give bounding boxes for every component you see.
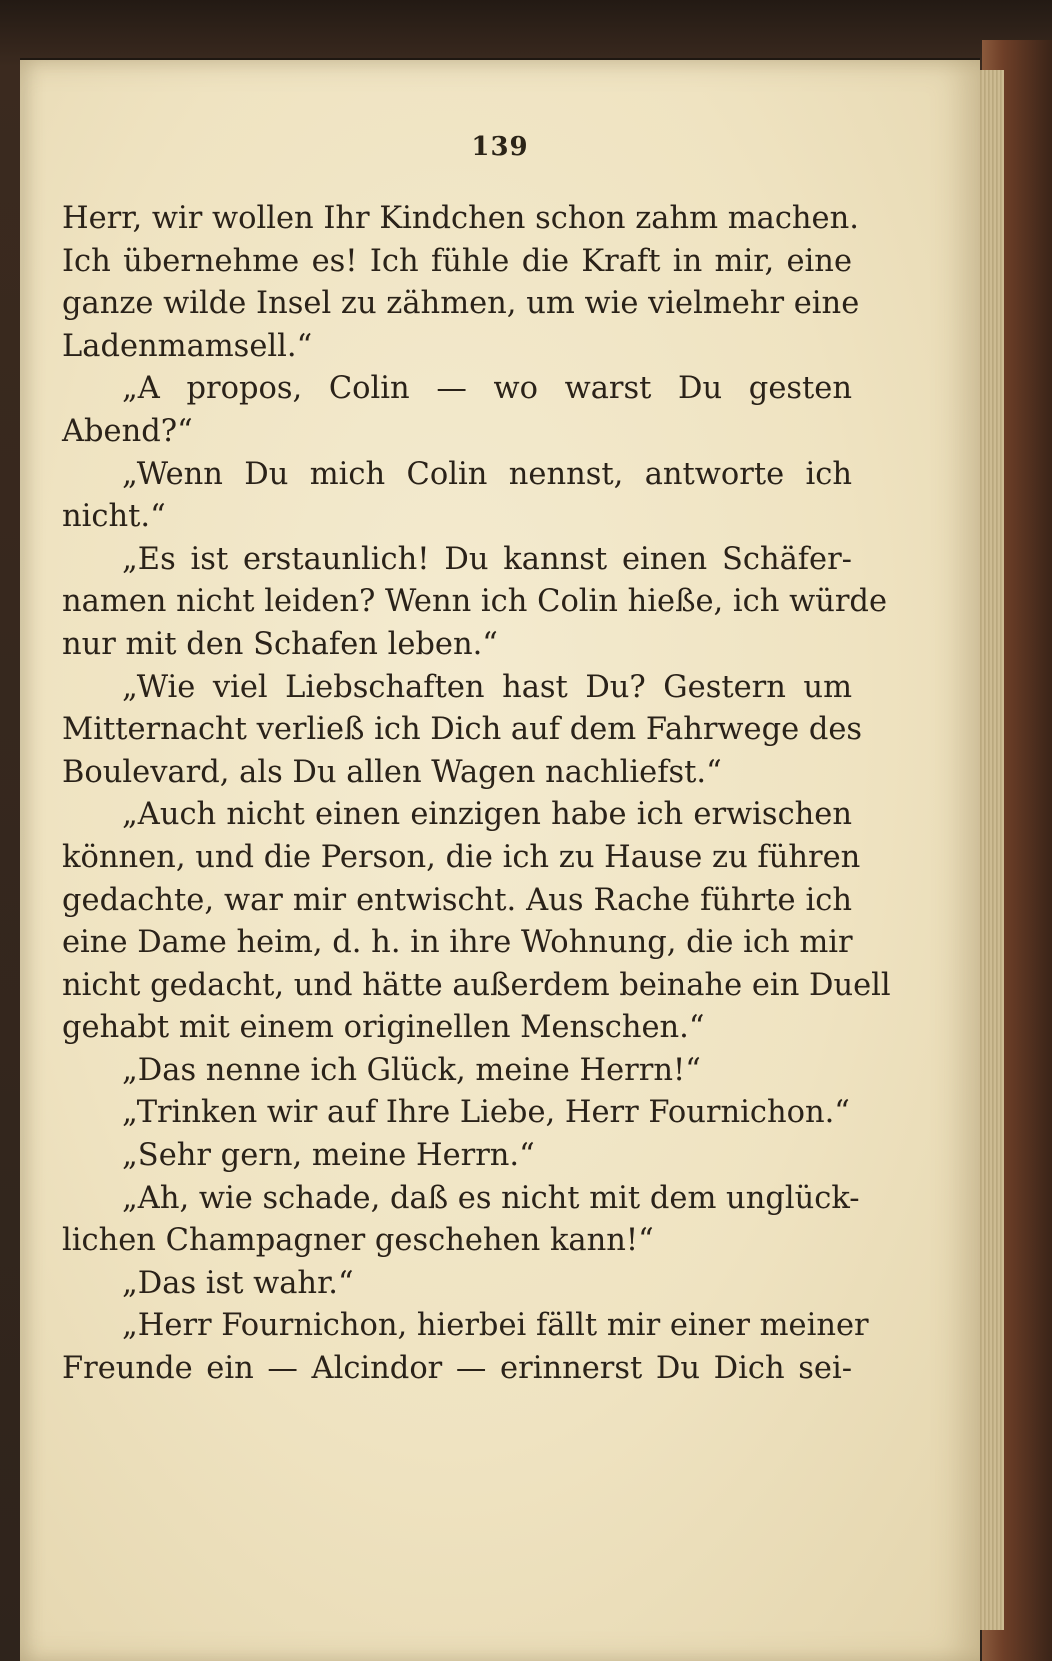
- text-line: „Das ist wahr.“: [122, 1265, 354, 1301]
- text-line: gedachte, war mir entwischt. Aus Rache führte ich: [62, 882, 852, 918]
- text-line: „Trinken wir auf Ihre Liebe, Herr Fournichon.“: [122, 1095, 850, 1131]
- text-line: Boulevard, als Du allen Wagen nachliefst.“: [62, 754, 722, 790]
- text-line: „A propos, Colin — wo warst Du gesten: [122, 371, 852, 407]
- book-page: [20, 58, 980, 1661]
- page-text: [62, 198, 891, 1391]
- text-line: nicht.“: [62, 499, 166, 535]
- text-line: Herr, wir wollen Ihr Kindchen schon zahm machen.: [62, 201, 859, 236]
- text-line: Ich übernehme es! Ich fühle die Kraft in mir, eine: [62, 243, 852, 279]
- text-line: Abend?“: [62, 413, 193, 449]
- text-line: „Wie viel Liebschaften hast Du? Gestern um: [122, 669, 852, 705]
- text-line: „Sehr gern, meine Herrn.“: [122, 1138, 535, 1174]
- text-line: eine Dame heim, d. h. in ihre Wohnung, die ich mir: [62, 925, 853, 961]
- text-line: „Es ist erstaunlich! Du kannst einen Schäfer-: [122, 541, 852, 577]
- text-line: können, und die Person, die ich zu Hause zu führen: [62, 839, 861, 875]
- text-line: „Auch nicht einen einzigen habe ich erwischen: [122, 797, 852, 833]
- text-line: „Wenn Du mich Colin nennst, antworte ich: [122, 456, 852, 492]
- text-line: „Ah, wie schade, daß es nicht mit dem unglück-: [122, 1180, 860, 1216]
- text-line: „Herr Fournichon, hierbei fällt mir einer meiner: [122, 1308, 869, 1344]
- text-line: Freunde ein — Alcindor — erinnerst Du Dich sei-: [62, 1351, 852, 1387]
- text-line: nur mit den Schafen leben.“: [62, 626, 498, 662]
- text-line: lichen Champagner geschehen kann!“: [62, 1223, 654, 1259]
- text-line: gehabt mit einem originellen Menschen.“: [62, 1010, 705, 1046]
- text-line: ganze wilde Insel zu zähmen, um wie vielmehr eine: [62, 286, 860, 322]
- text-line: „Das nenne ich Glück, meine Herrn!“: [122, 1052, 701, 1088]
- text-line: namen nicht leiden? Wenn ich Colin hieße, ich würde: [62, 584, 887, 620]
- page-number: 139: [471, 132, 529, 162]
- text-line: nicht gedacht, und hätte außerdem beinahe ein Duell: [62, 967, 891, 1003]
- text-line: Ladenmamsell.“: [62, 328, 313, 364]
- text-line: Mitternacht verließ ich Dich auf dem Fahrwege des: [62, 712, 863, 748]
